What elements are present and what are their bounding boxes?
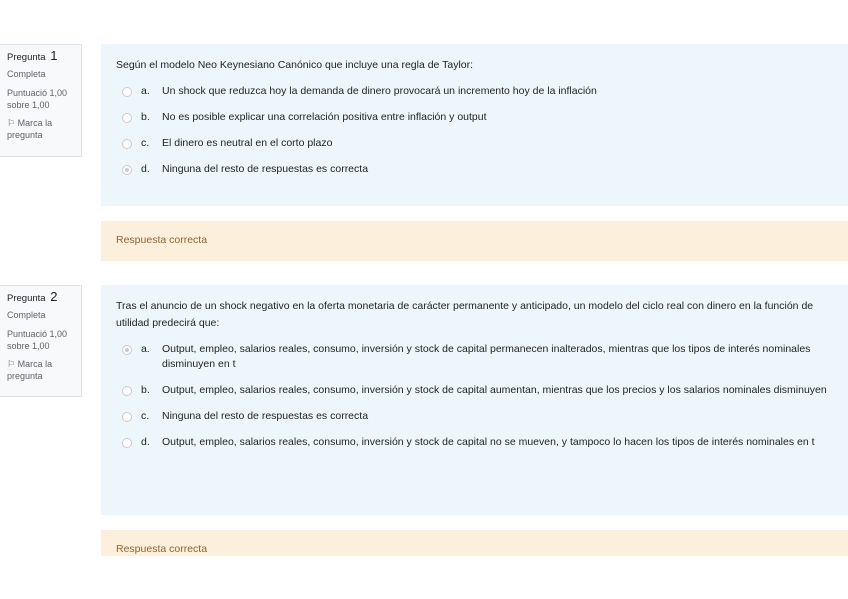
question-state: Completa [7, 310, 46, 320]
radio-icon[interactable] [122, 386, 132, 396]
answer-option-c[interactable]: c. Ninguna del resto de respuestas es correcta [116, 409, 848, 424]
answer-option-d[interactable]: d. Output, empleo, salarios reales, consumo, inversión y stock de capital no se mueven, y tampoco lo hacen los tipos de interés nominales en t [116, 435, 848, 450]
radio-icon[interactable] [122, 113, 132, 123]
question-state: Completa [7, 69, 46, 79]
question-content-1 [101, 44, 848, 206]
answer-option-c[interactable]: c. El dinero es neutral en el corto plazo [116, 136, 848, 151]
feedback-box-1 [101, 221, 848, 261]
question-info-1 [0, 44, 82, 157]
question-grade: Puntuació 1,00 sobre 1,00 [7, 329, 68, 351]
question-grade: Puntuació 1,00 sobre 1,00 [7, 88, 68, 110]
question-info-2 [0, 285, 82, 397]
radio-icon[interactable] [122, 438, 132, 448]
question-number-label: Pregunta 1 [7, 48, 58, 63]
radio-icon[interactable] [122, 139, 132, 149]
answer-option-a[interactable]: a. Output, empleo, salarios reales, consumo, inversión y stock de capital permanecen inalterados, mientras que los tipos de interés nominales disminuyen en t [116, 342, 848, 372]
flag-question-link[interactable]: ⚐ Marca la pregunta [7, 359, 53, 381]
question-content-2 [101, 285, 848, 515]
radio-icon[interactable] [122, 412, 132, 422]
answer-option-b[interactable]: b. No es posible explicar una correlación positiva entre inflación y output [116, 110, 848, 125]
question-text: Según el modelo Neo Keynesiano Canónico que incluye una regla de Taylor: [116, 59, 474, 71]
flag-icon: ⚐ [7, 118, 16, 128]
answer-option-a[interactable]: a. Un shock que reduzca hoy la demanda de dinero provocará un incremento hoy de la inflación [116, 84, 848, 99]
feedback-text: Respuesta correcta [116, 234, 208, 246]
flag-question-link[interactable]: ⚐ Marca la pregunta [7, 118, 53, 140]
answer-option-d[interactable]: d. Ninguna del resto de respuestas es correcta [116, 162, 848, 177]
feedback-box-2 [101, 530, 848, 556]
radio-icon[interactable] [122, 87, 132, 97]
question-text: Tras el anuncio de un shock negativo en la oferta monetaria de carácter permanente y anticipado, un modelo del ciclo real con dinero en la función de utilidad predecirá que: [116, 300, 814, 329]
question-number-label: Pregunta 2 [7, 289, 58, 304]
radio-icon[interactable] [122, 165, 132, 175]
flag-icon: ⚐ [7, 359, 16, 369]
feedback-text: Respuesta correcta [116, 543, 208, 555]
radio-icon[interactable] [122, 345, 132, 355]
answer-option-b[interactable]: b. Output, empleo, salarios reales, consumo, inversión y stock de capital aumentan, mientras que los precios y los salarios nominales disminuyen [116, 383, 848, 398]
